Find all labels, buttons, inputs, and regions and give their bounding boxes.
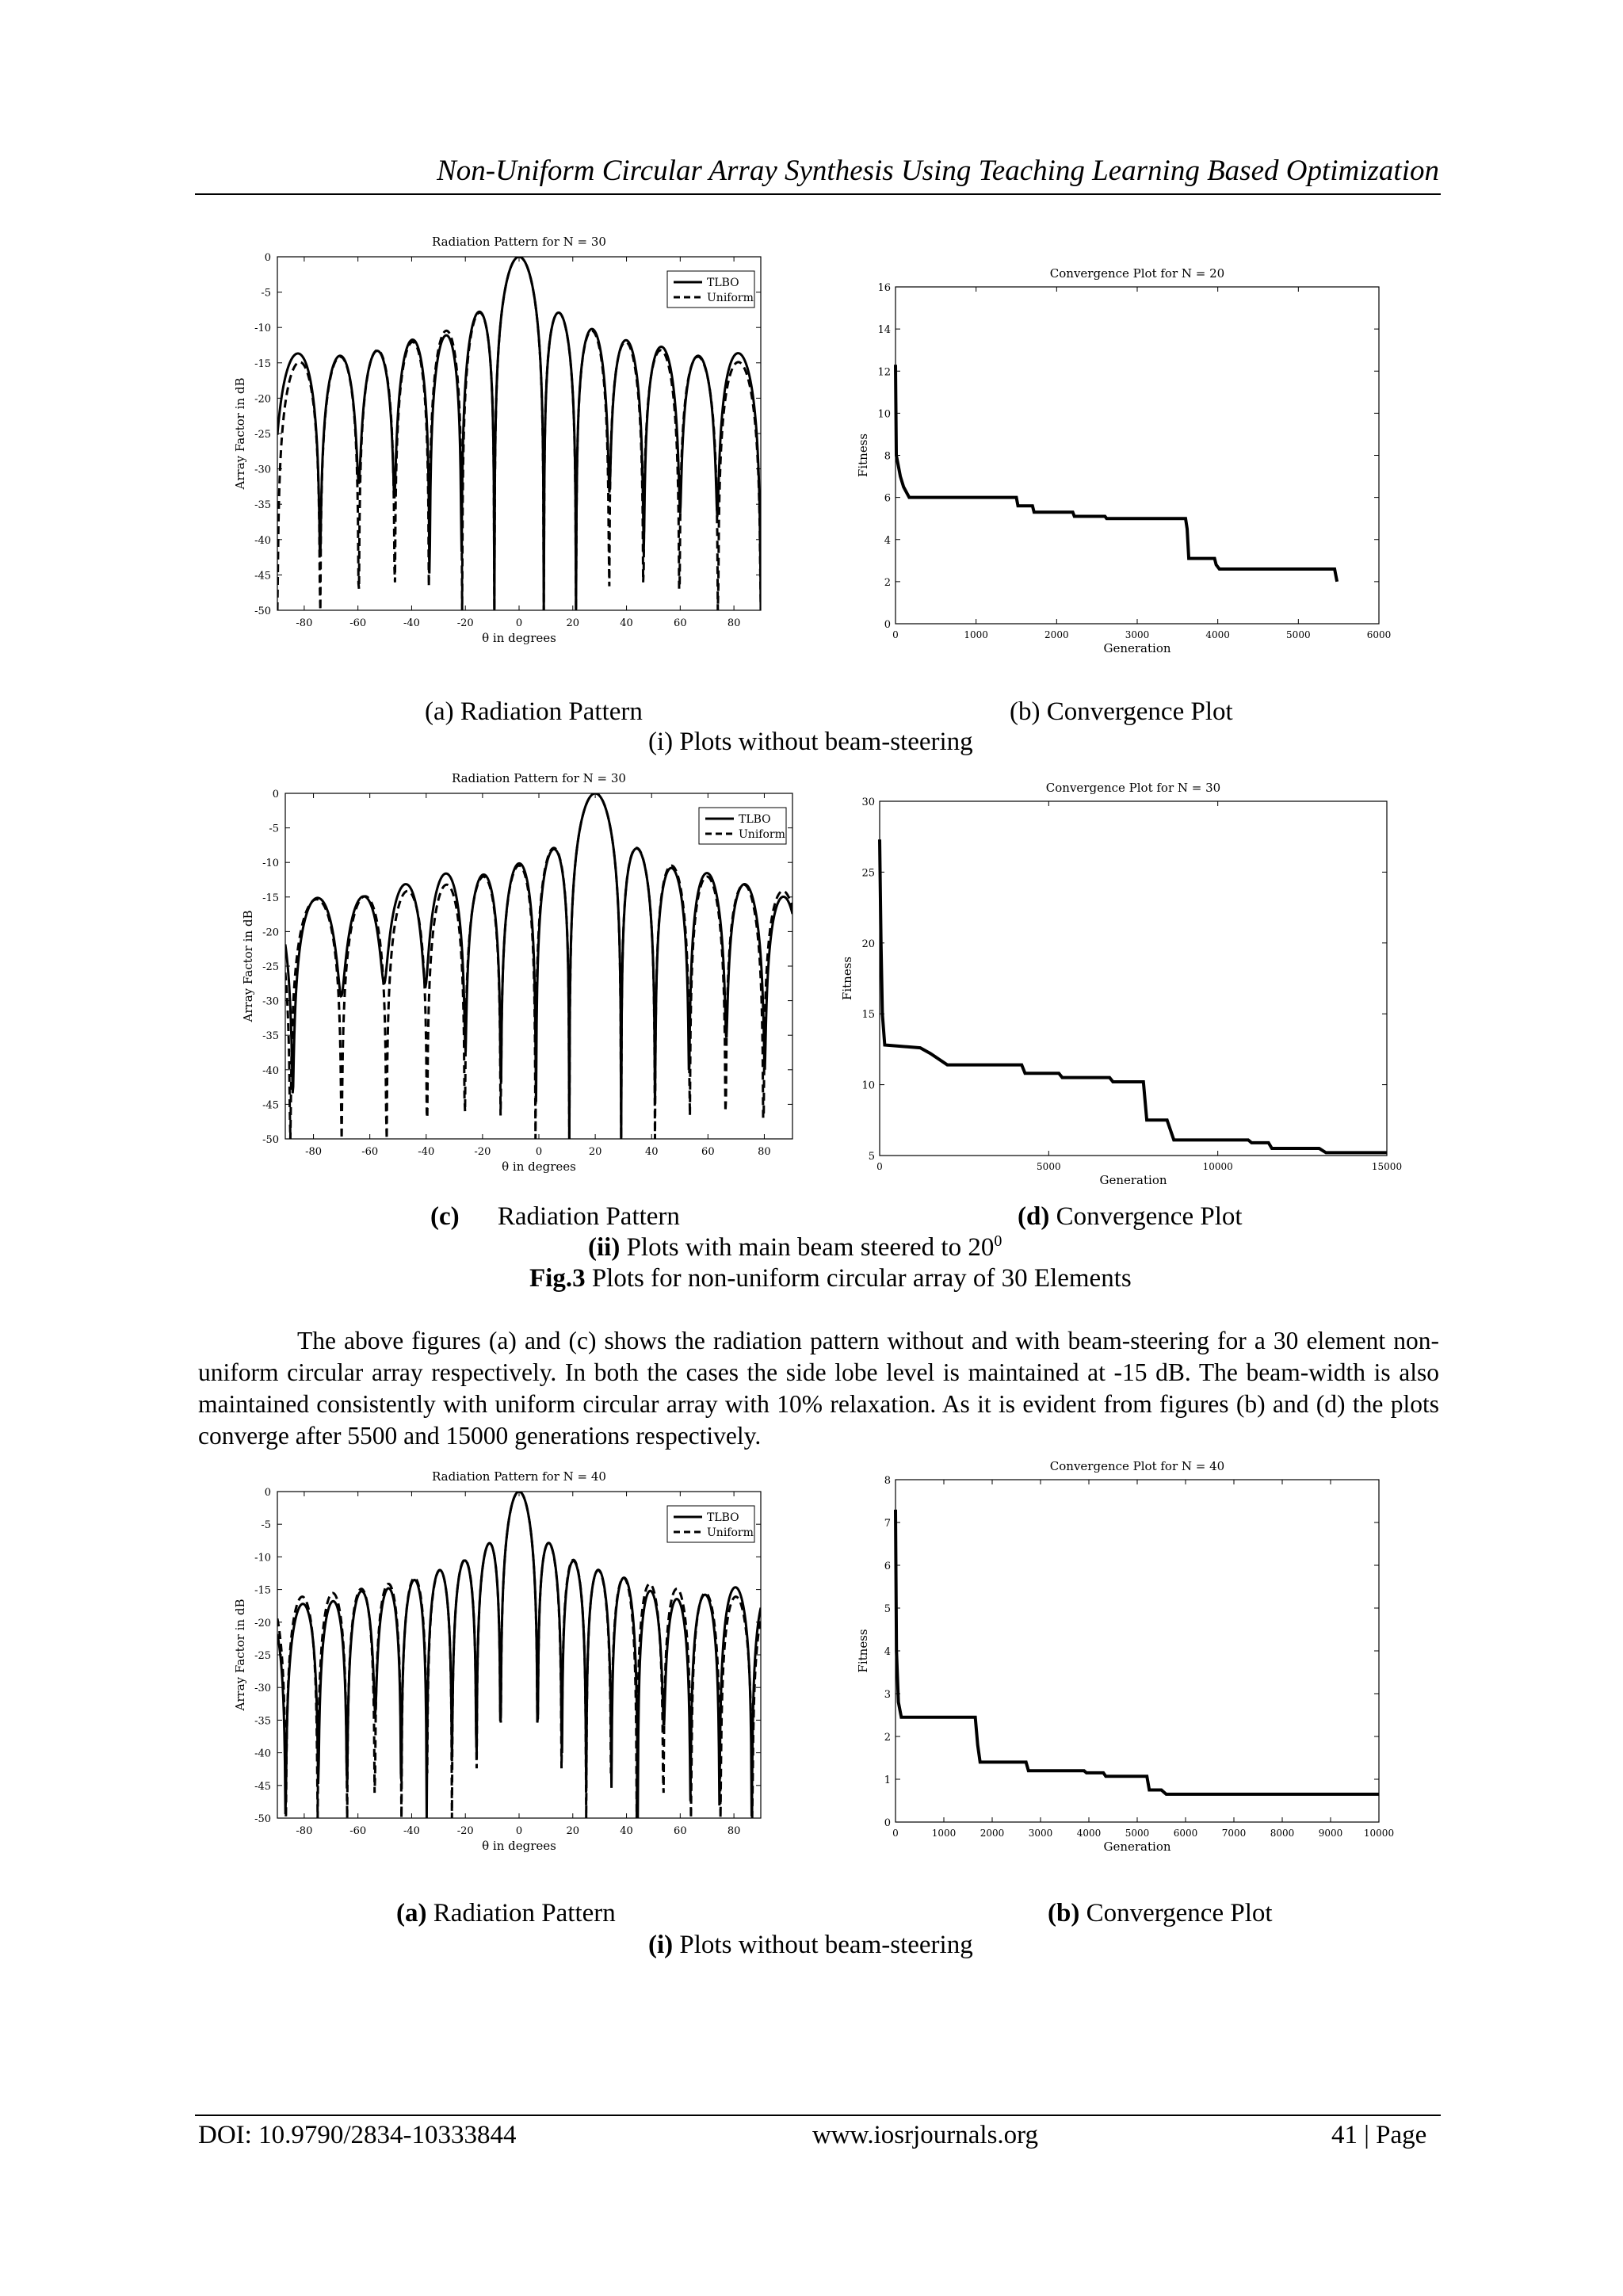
caption-text: Convergence Plot xyxy=(1056,1202,1243,1231)
x-tick-label: 80 xyxy=(727,1825,741,1837)
footer-doi: DOI: 10.9790/2834-10333844 xyxy=(198,2121,517,2149)
y-axis-label: Array Factor in dB xyxy=(233,377,247,490)
y-tick-label: 20 xyxy=(861,938,875,950)
y-tick-label: 0 xyxy=(264,1487,271,1499)
y-tick-label: -5 xyxy=(261,287,271,300)
radiation-pattern-chart-n30 xyxy=(230,230,785,658)
body-text: The above figures (a) and (c) shows the radiation pattern without and with beam-steering for a 30 element non-uniform circular array respectively. In both the cases the side lobe level is maintained at -15 dB. The beam-width is also maintained consistently with uniform circular array with 10% relaxation. As it is evident from figures (b) and (d) the plots converge after 5500 and 15000 generations respectively. xyxy=(198,1327,1439,1450)
y-tick-label: 3 xyxy=(884,1689,891,1701)
x-tick-label: 3000 xyxy=(1028,1828,1053,1839)
legend-label-uniform: Uniform xyxy=(707,292,754,304)
x-tick-label: 5000 xyxy=(1125,1828,1150,1839)
x-tick-label: 40 xyxy=(620,617,633,629)
caption-without-beam-steering xyxy=(648,1931,973,1960)
x-tick-label: 0 xyxy=(535,1146,543,1158)
chart-title: Radiation Pattern for N = 30 xyxy=(452,771,626,785)
y-tick-label: -30 xyxy=(254,464,271,476)
chart-title: Convergence Plot for N = 40 xyxy=(1049,1459,1225,1473)
y-tick-label: -40 xyxy=(254,534,271,547)
y-tick-label: 4 xyxy=(884,534,891,547)
x-tick-label: 20 xyxy=(588,1146,602,1158)
x-axis-label: Generation xyxy=(1103,1839,1171,1854)
x-axis-label: θ in degrees xyxy=(482,1839,556,1853)
x-tick-label: 0 xyxy=(515,1825,523,1837)
y-tick-label: -50 xyxy=(254,1813,271,1825)
y-tick-label: -35 xyxy=(262,1030,279,1043)
x-tick-label: -20 xyxy=(456,1825,474,1837)
footer-website: www.iosrjournals.org xyxy=(812,2121,1039,2149)
y-tick-label: 14 xyxy=(877,324,891,337)
x-axis-label: Generation xyxy=(1103,641,1171,655)
caption-text: Convergence Plot xyxy=(1086,1899,1273,1927)
figure-tag: Fig.3 xyxy=(529,1264,586,1293)
x-tick-label: 7000 xyxy=(1221,1828,1247,1839)
y-tick-label: 30 xyxy=(861,797,875,808)
y-axis-label: Array Factor in dB xyxy=(241,910,255,1022)
x-tick-label: 2000 xyxy=(980,1828,1005,1839)
x-tick-label: 9000 xyxy=(1318,1828,1343,1839)
y-tick-label: -25 xyxy=(254,1650,271,1662)
x-tick-label: 3000 xyxy=(1125,629,1150,640)
y-tick-label: -15 xyxy=(262,892,279,904)
x-tick-label: -60 xyxy=(349,1825,367,1837)
x-tick-label: 15000 xyxy=(1371,1161,1403,1172)
fitness-series-line xyxy=(896,1510,1379,1794)
convergence-chart-n30 xyxy=(832,773,1434,1193)
chart-title: Convergence Plot for N = 30 xyxy=(1045,781,1221,795)
x-tick-label: 0 xyxy=(892,1828,899,1839)
caption-without-beam-steering: (i) Plots without beam-steering xyxy=(648,728,973,756)
fitness-series-line xyxy=(896,365,1337,582)
x-tick-label: 6000 xyxy=(1173,1828,1198,1839)
y-axis-label: Fitness xyxy=(856,1629,870,1673)
y-tick-label: -40 xyxy=(262,1064,279,1077)
x-tick-label: -40 xyxy=(403,617,420,629)
y-tick-label: -45 xyxy=(262,1099,279,1112)
x-tick-label: 10000 xyxy=(1363,1828,1395,1839)
x-tick-label: 8000 xyxy=(1270,1828,1295,1839)
caption-tag: (a) xyxy=(396,1899,427,1927)
x-tick-label: 1000 xyxy=(964,629,988,640)
caption-text: Radiation Pattern xyxy=(433,1899,616,1927)
caption-radiation-pattern-c xyxy=(430,1202,680,1232)
y-tick-label: -35 xyxy=(254,1715,271,1728)
legend-label-tlbo: TLBO xyxy=(707,277,739,289)
figure-caption-text: Plots for non-uniform circular array of 30 Elements xyxy=(591,1264,1132,1293)
y-tick-label: -20 xyxy=(262,926,279,939)
x-tick-label: -20 xyxy=(456,617,474,629)
y-tick-label: 16 xyxy=(877,282,891,294)
x-tick-label: 2000 xyxy=(1044,629,1069,640)
x-tick-label: 80 xyxy=(758,1146,771,1158)
x-tick-label: 0 xyxy=(876,1161,883,1172)
caption-beam-steered xyxy=(588,1232,1002,1263)
x-tick-label: 0 xyxy=(515,617,523,629)
x-tick-label: 40 xyxy=(620,1825,633,1837)
caption-tag: (d) xyxy=(1018,1202,1050,1231)
y-tick-label: 4 xyxy=(884,1646,891,1658)
chart-title: Radiation Pattern for N = 30 xyxy=(432,235,606,249)
x-tick-label: 5000 xyxy=(1037,1161,1061,1172)
x-tick-label: 4000 xyxy=(1205,629,1230,640)
y-tick-label: -20 xyxy=(254,1617,271,1629)
x-tick-label: 5000 xyxy=(1286,629,1311,640)
x-axis-label: Generation xyxy=(1099,1173,1167,1187)
y-tick-label: 1 xyxy=(884,1775,891,1786)
y-tick-label: 5 xyxy=(868,1151,875,1163)
y-tick-label: 6 xyxy=(884,492,891,505)
y-tick-label: -25 xyxy=(254,429,271,441)
caption-radiation-pattern-a xyxy=(396,1899,616,1928)
radiation-pattern-chart-n30-steered xyxy=(230,765,808,1193)
y-tick-label: -30 xyxy=(254,1683,271,1695)
x-tick-label: 6000 xyxy=(1366,629,1392,640)
convergence-chart-n20 xyxy=(856,262,1411,658)
figure-caption xyxy=(529,1264,1132,1293)
x-tick-label: 80 xyxy=(727,617,741,629)
running-header: Non-Uniform Circular Array Synthesis Using Teaching Learning Based Optimization xyxy=(437,155,1439,187)
y-tick-label: -10 xyxy=(254,323,271,335)
y-tick-label: -5 xyxy=(261,1519,271,1532)
y-tick-label: 10 xyxy=(861,1079,875,1092)
x-tick-label: 60 xyxy=(701,1146,715,1158)
header-rule xyxy=(195,193,1441,195)
y-tick-label: 10 xyxy=(877,408,891,421)
chart-title: Radiation Pattern for N = 40 xyxy=(432,1469,606,1484)
radiation-pattern-chart-n40 xyxy=(230,1466,785,1862)
caption-tag: (ii) xyxy=(588,1233,621,1262)
y-axis-label: Fitness xyxy=(840,956,854,1001)
body-paragraph xyxy=(198,1325,1439,1452)
y-tick-label: -25 xyxy=(262,961,279,973)
x-tick-label: -60 xyxy=(349,617,367,629)
fitness-series-line xyxy=(880,839,1387,1152)
legend-label-uniform: Uniform xyxy=(739,828,785,841)
x-tick-label: 20 xyxy=(566,1825,580,1837)
y-tick-label: 8 xyxy=(884,1475,891,1487)
y-tick-label: -10 xyxy=(262,858,279,870)
y-tick-label: -50 xyxy=(254,606,271,617)
caption-radiation-pattern-a: (a) Radiation Pattern xyxy=(425,697,643,726)
x-tick-label: -80 xyxy=(296,1825,313,1837)
caption-text: Plots with main beam steered to 20 xyxy=(626,1233,995,1262)
caption-tag: (b) xyxy=(1048,1899,1080,1927)
x-tick-label: 20 xyxy=(566,617,580,629)
y-tick-label: 7 xyxy=(884,1518,891,1530)
x-tick-label: -80 xyxy=(305,1146,323,1158)
x-tick-label: 60 xyxy=(674,1825,687,1837)
y-tick-label: -50 xyxy=(262,1134,279,1146)
x-tick-label: 0 xyxy=(892,629,899,640)
caption-text: Radiation Pattern xyxy=(497,1202,680,1231)
y-tick-label: -15 xyxy=(254,357,271,370)
y-tick-label: -30 xyxy=(262,995,279,1008)
y-tick-label: -35 xyxy=(254,499,271,512)
x-axis-label: θ in degrees xyxy=(502,1159,576,1174)
x-tick-label: -60 xyxy=(361,1146,379,1158)
y-tick-label: -40 xyxy=(254,1748,271,1760)
x-tick-label: 60 xyxy=(674,617,687,629)
legend-label-tlbo: TLBO xyxy=(707,1511,739,1524)
y-tick-label: -15 xyxy=(254,1584,271,1597)
tlbo-series-line xyxy=(277,257,761,610)
y-tick-label: 25 xyxy=(861,867,875,880)
footer-rule xyxy=(195,2115,1441,2116)
y-axis-label: Fitness xyxy=(856,433,870,478)
y-tick-label: -10 xyxy=(254,1552,271,1564)
x-tick-label: -80 xyxy=(296,617,313,629)
y-tick-label: -20 xyxy=(254,393,271,406)
x-tick-label: -20 xyxy=(474,1146,491,1158)
y-tick-label: 5 xyxy=(884,1603,891,1615)
y-tick-label: 2 xyxy=(884,1732,891,1744)
y-tick-label: 6 xyxy=(884,1561,891,1572)
plot-frame xyxy=(896,287,1379,624)
caption-convergence-plot-b xyxy=(1048,1899,1273,1928)
caption-tag: (i) xyxy=(648,1931,674,1959)
plot-frame xyxy=(896,1480,1379,1822)
y-tick-label: 8 xyxy=(884,450,891,463)
plot-frame xyxy=(277,257,761,610)
footer-page-number: 41 | Page xyxy=(1331,2121,1427,2149)
x-tick-label: -40 xyxy=(403,1825,420,1837)
x-tick-label: 10000 xyxy=(1202,1161,1233,1172)
y-tick-label: 12 xyxy=(877,366,891,379)
convergence-chart-n40 xyxy=(856,1459,1411,1862)
x-axis-label: θ in degrees xyxy=(482,631,556,645)
y-tick-label: 0 xyxy=(884,619,891,631)
y-tick-label: 15 xyxy=(861,1009,875,1022)
legend-label-tlbo: TLBO xyxy=(739,813,771,826)
y-tick-label: 0 xyxy=(884,1817,891,1829)
caption-convergence-plot-d xyxy=(1018,1202,1243,1232)
y-axis-label: Array Factor in dB xyxy=(233,1599,247,1711)
y-tick-label: 2 xyxy=(884,576,891,589)
caption-tag: (c) xyxy=(430,1202,460,1231)
y-tick-label: -45 xyxy=(254,1780,271,1793)
caption-superscript: 0 xyxy=(994,1232,1002,1250)
legend-label-uniform: Uniform xyxy=(707,1526,754,1539)
uniform-series-line xyxy=(277,257,761,610)
caption-text: Plots without beam-steering xyxy=(679,1931,973,1959)
chart-title: Convergence Plot for N = 20 xyxy=(1049,266,1225,281)
y-tick-label: -5 xyxy=(269,823,279,835)
x-tick-label: 1000 xyxy=(931,1828,957,1839)
tlbo-series-line xyxy=(285,793,792,1139)
x-tick-label: 40 xyxy=(644,1146,659,1158)
y-tick-label: -45 xyxy=(254,570,271,583)
caption-convergence-plot-b: (b) Convergence Plot xyxy=(1010,697,1233,726)
x-tick-label: -40 xyxy=(418,1146,435,1158)
y-tick-label: 0 xyxy=(264,252,271,264)
x-tick-label: 4000 xyxy=(1076,1828,1102,1839)
y-tick-label: 0 xyxy=(272,789,279,800)
plot-frame xyxy=(880,801,1387,1156)
